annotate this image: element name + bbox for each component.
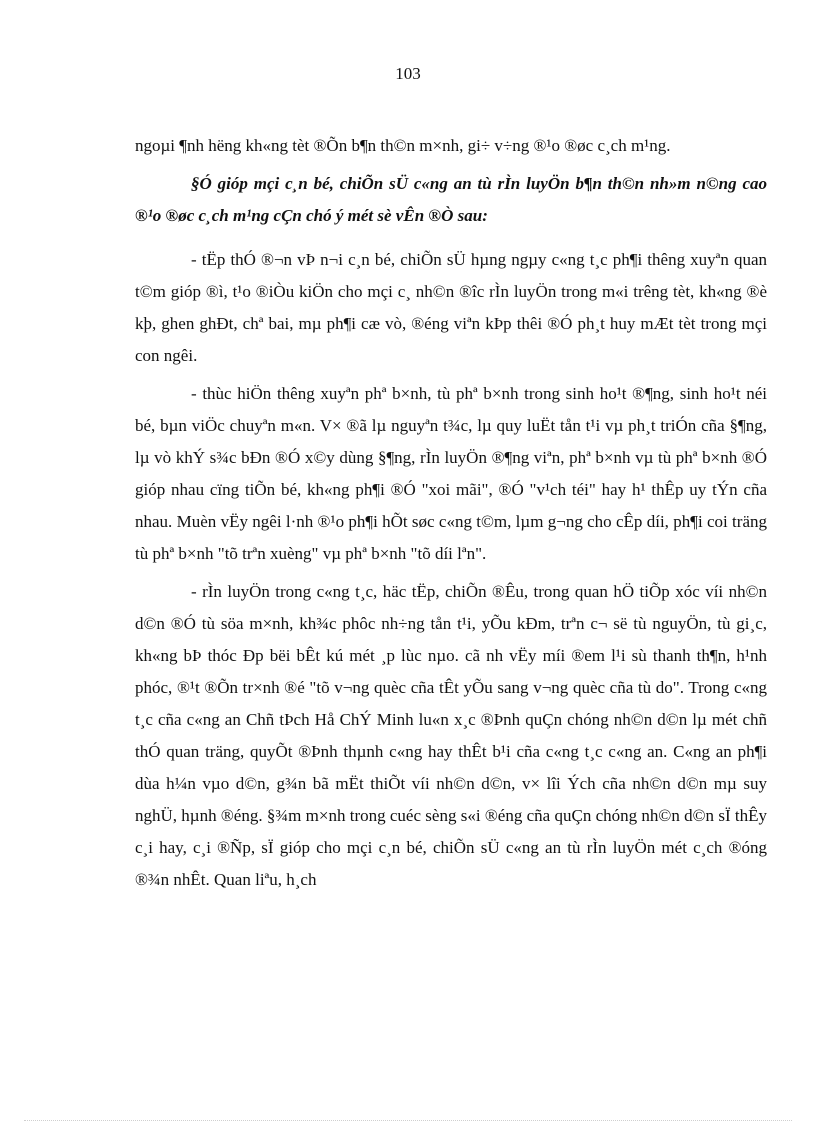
page-number: 103 [395, 64, 421, 83]
paragraph-item-2: - thùc hiÖn thêng xuyªn phª b×nh, tù phª b×nh trong sinh ho¹t ®¶ng, sinh ho¹t néi bé, bµn viÖc chuyªn m«n. V× ®ã lµ nguyªn t¾c, lµ quy luËt tån t¹i vµ ph¸t triÓn cña §¶ng, lµ vò khÝ s¾c bÐn ®Ó x©y dùng §¶ng, rÌn luyÖn ®¶ng viªn, phª b×nh vµ tù phª b×nh ®Ó gióp nhau cïng tiÕn bé, kh«ng ph¶i ®Ó "xoi mãi", ®Ó "v¹ch téi" hay h¹ thÊp uy tÝn cña nhau. Muèn vËy ngêi l·nh ®¹o ph¶i hÕt søc c«ng t©m, lµm g¬ng cho cÊp díi, ph¶i coi träng tù phª b×nh "tõ trªn xuèng" vµ phª b×nh "tõ díi lªn". [135, 384, 767, 563]
section-heading: §Ó gióp mçi c¸n bé, chiÕn sÜ c«ng an tù rÌn luyÖn b¶n th©n nh»m n©ng cao ®¹o ®øc c¸ch m¹ng cÇn chó ý mét sè vÊn ®Ò sau: [135, 174, 767, 225]
page-bottom-divider [24, 1120, 792, 1121]
document-body [135, 130, 767, 902]
paragraph-item-1: - tËp thÓ ®¬n vÞ n¬i c¸n bé, chiÕn sÜ hµng ngµy c«ng t¸c ph¶i thêng xuyªn quan t©m gióp ®ì, t¹o ®iÒu kiÖn cho mçi c¸ nh©n ®îc rÌn luyÖn trong m«i trêng tèt, kh«ng ®è kþ, ghen ghÐt, chª bai, mµ ph¶i cæ vò, ®éng viªn kÞp thêi ®Ó ph¸t huy mÆt tèt trong mçi con ngêi. [135, 250, 767, 365]
paragraph-item-3: - rÌn luyÖn trong c«ng t¸c, häc tËp, chiÕn ®Êu, trong quan hÖ tiÕp xóc víi nh©n d©n ®Ó tù söa m×nh, kh¾c phôc nh÷ng tån t¹i, yÕu kÐm, trªn c¬ së tù nguyÖn, tù gi¸c, kh«ng bÞ thóc Ðp bëi bÊt kú mét ¸p lùc nµo. cã nh vËy míi ®em l¹i sù thanh th¶n, h¹nh phóc, ®¹t ®Õn tr×nh ®é "tõ v¬ng quèc cña tÊt yÕu sang v¬ng quèc cña tù do". Trong c«ng t¸c cña c«ng an Chñ tÞch Hå ChÝ Minh lu«n x¸c ®Þnh quÇn chóng nh©n d©n lµ mét chñ thÓ quan träng, quyÕt ®Þnh thµnh c«ng hay thÊt b¹i cña c«ng t¸c c«ng an. C«ng an ph¶i dùa h¼n vµo d©n, g¾n bã mËt thiÕt víi nh©n d©n, v× lîi Ých cña nh©n d©n mµ suy nghÜ, hµnh ®éng. §¾m m×nh trong cuéc sèng s«i ®éng cña quÇn chóng nh©n d©n sÏ thÊy c¸i hay, c¸i ®Ñp, sÏ gióp cho mçi c¸n bé, chiÕn sÜ c«ng an tù rÌn luyÖn mét c¸ch ®óng ®¾n nhÊt. Quan liªu, h¸ch [135, 582, 767, 889]
paragraph-continuation: ngoµi ¶nh hëng kh«ng tèt ®Õn b¶n th©n m×nh, gi÷ v÷ng ®¹o ®øc c¸ch m¹ng. [135, 136, 671, 155]
